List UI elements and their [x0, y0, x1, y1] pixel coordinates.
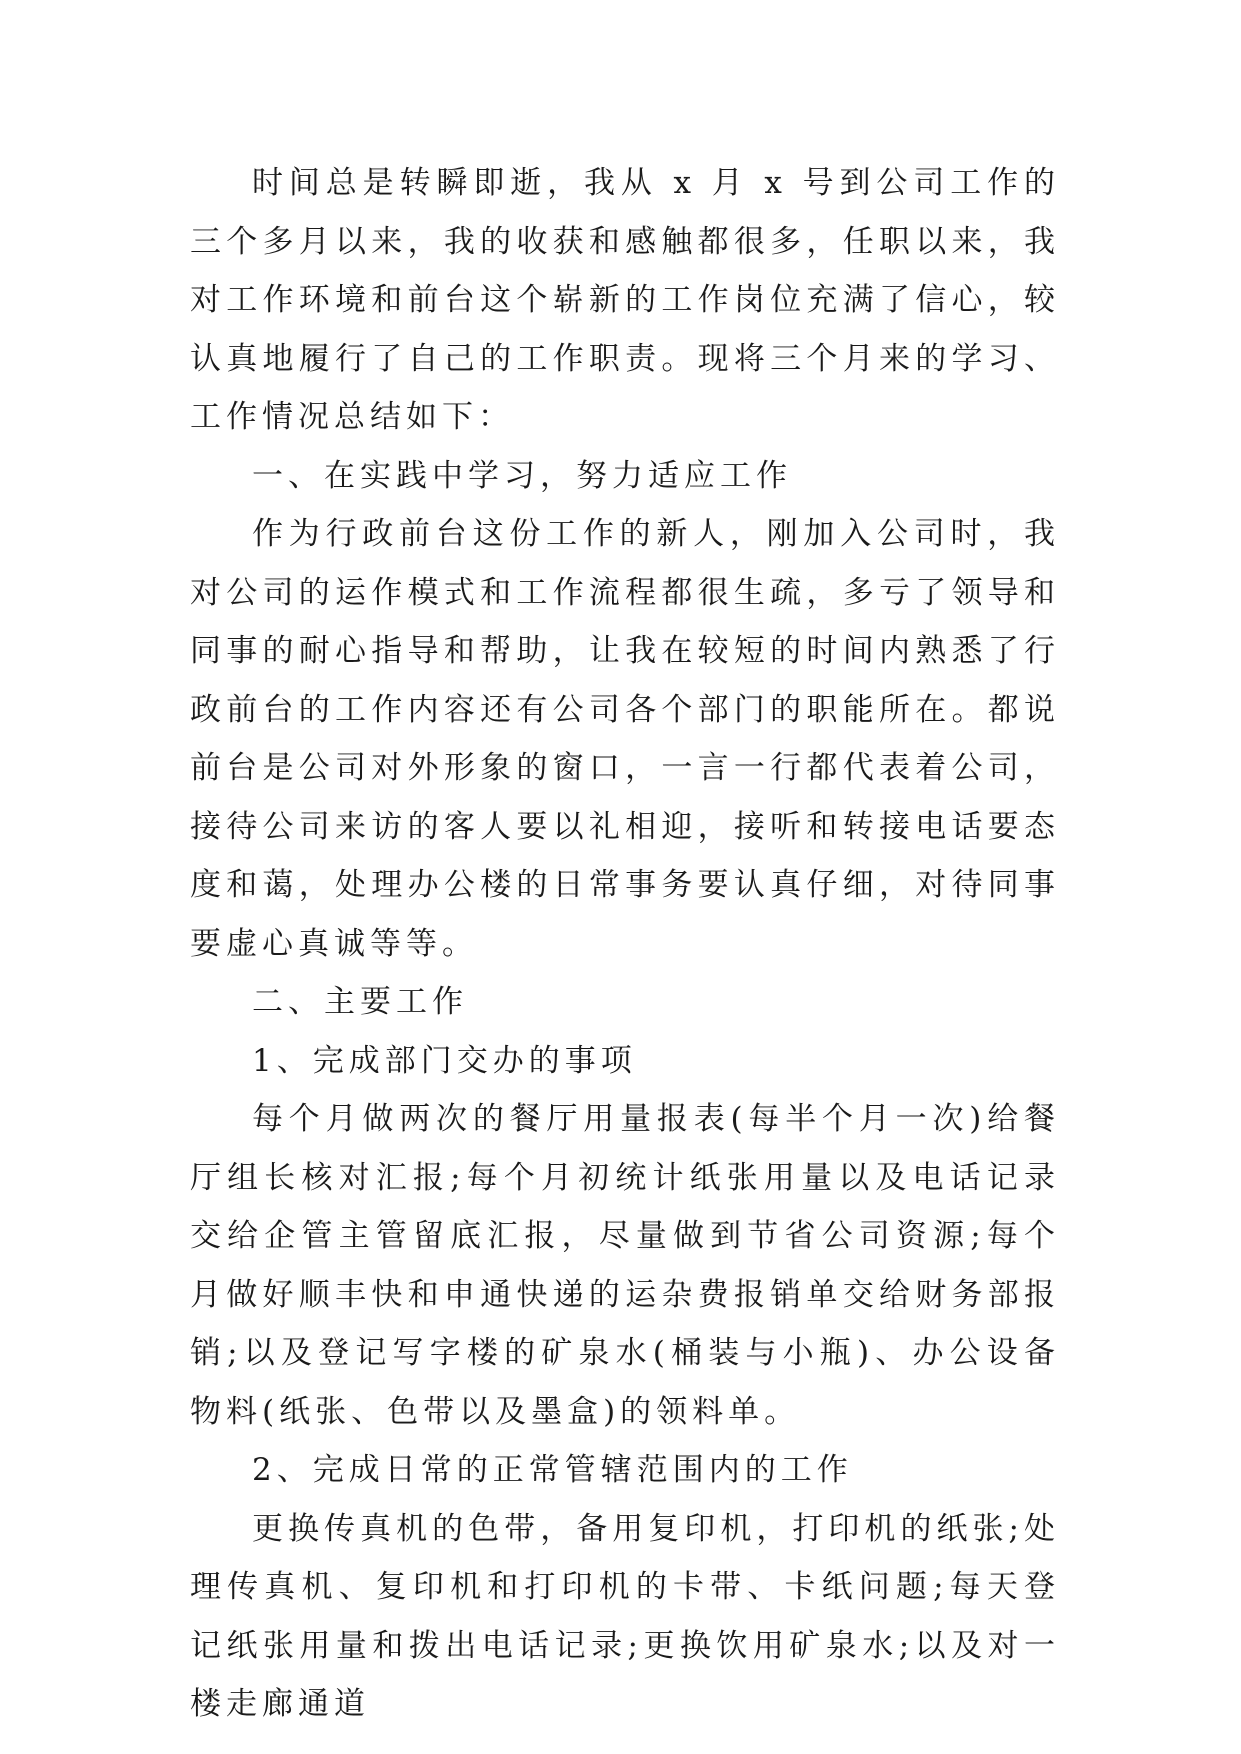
- section-heading-2: 二、主要工作: [252, 984, 468, 1020]
- subsection-heading-2: 2、完成日常的正常管辖范围内的工作: [252, 1452, 853, 1488]
- subsection-heading-1: 1、完成部门交办的事项: [252, 1042, 637, 1079]
- intro-paragraph: 时间总是转瞬即逝，我从 x 月 x 号到公司工作的三个多月以来，我的收获和感触都很多，任职以来，我对工作环境和前台这个崭新的工作岗位充满了信心，较认真地履行了自己的工作职责。现将三个月来的学习、工作情况总结如下：: [190, 165, 1060, 435]
- subsection-2-paragraph: 更换传真机的色带，备用复印机，打印机的纸张;处理传真机、复印机和打印机的卡带、卡纸问题;每天登记纸张用量和拨出电话记录;更换饮用矿泉水;以及对一楼走廊通道: [190, 1510, 1060, 1722]
- subsection-1-paragraph: 每个月做两次的餐厅用量报表(每半个月一次)给餐厅组长核对汇报;每个月初统计纸张用量以及电话记录交给企管主管留底汇报，尽量做到节省公司资源;每个月做好顺丰快和申通快递的运杂费报销单交给财务部报销;以及登记写字楼的矿泉水(桶装与小瓶)、办公设备物料(纸张、色带以及墨盒)的领料单。: [190, 1101, 1060, 1430]
- section-1-paragraph: 作为行政前台这份工作的新人，刚加入公司时，我对公司的运作模式和工作流程都很生疏，多亏了领导和同事的耐心指导和帮助，让我在较短的时间内熟悉了行政前台的工作内容还有公司各个部门的职能所在。都说前台是公司对外形象的窗口，一言一行都代表着公司，接待公司来访的客人要以礼相迎，接听和转接电话要态度和蔼，处理办公楼的日常事务要认真仔细，对待同事要虚心真诚等等。: [190, 516, 1060, 962]
- document-body: [190, 154, 1060, 1734]
- section-heading-1: 一、在实践中学习，努力适应工作: [252, 457, 792, 494]
